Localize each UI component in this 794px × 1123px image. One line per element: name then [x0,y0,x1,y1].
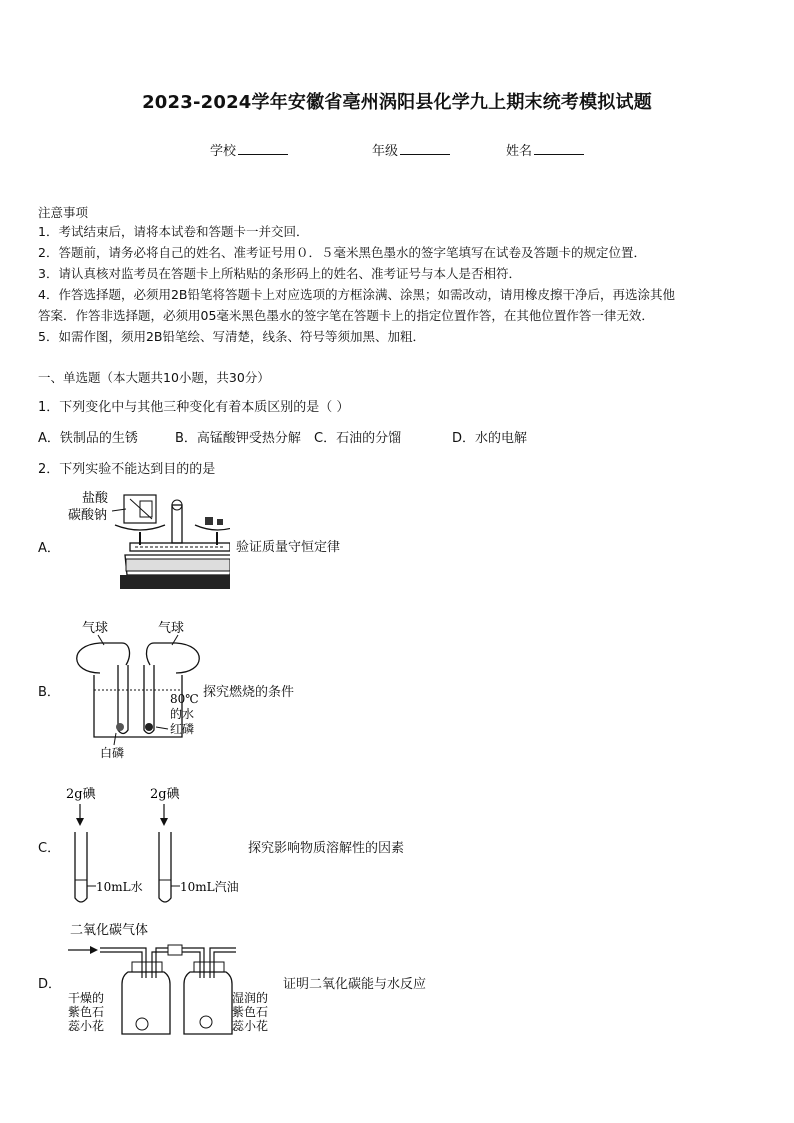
notes-heading: 注意事项 [38,205,89,220]
diagram-label: 的水 [170,707,195,721]
q2-option-a-letter: A． [38,541,60,556]
diagram-label: 2g碘 [66,787,96,802]
diagram-label: 湿润的 [232,991,269,1005]
diagram-label: 碳酸钠 [68,508,108,523]
diagram-label: 气球 [158,621,185,636]
diagram-label: 二氧化碳气体 [70,923,149,938]
school-label: 学校 [210,144,237,159]
q2-option-d-letter: D． [38,977,62,992]
diagram-label: 80℃ [170,692,199,706]
q2-option-d-desc: 证明二氧化碳能与水反应 [283,977,427,992]
diagram-label: 盐酸 [82,491,109,506]
diagram-label: 干燥的 [68,991,105,1005]
q1-option-d: D．水的电解 [452,431,528,446]
q1-option-c: C．石油的分馏 [314,431,402,446]
solubility-diagram [60,780,260,910]
grade-label: 年级 [372,144,399,159]
q2-option-c-letter: C． [38,841,61,856]
q1-stem: 1．下列变化中与其他三种变化有着本质区别的是（ ） [38,400,350,415]
section-heading: 一、单选题（本大题共10小题，共30分） [38,370,270,385]
diagram-label: 10mL水 [96,880,143,894]
page-title: 2023-2024学年安徽省亳州涡阳县化学九上期末统考模拟试题 [142,92,652,113]
diagram-label: 10mL汽油 [180,880,239,894]
q1-option-a: A．铁制品的生锈 [38,431,138,446]
q2-stem: 2．下列实验不能达到目的的是 [38,462,216,477]
diagram-label: 紫色石 [68,1005,105,1019]
name-label: 姓名 [506,144,533,159]
diagram-label: 红磷 [170,722,195,736]
diagram-label: 2g碘 [150,787,180,802]
q1-option-b: B．高锰酸钾受热分解 [175,431,301,446]
name-field [506,140,584,159]
q2-option-a-desc: 验证质量守恒定律 [236,540,341,555]
school-field [210,140,288,159]
note-item: 2．答题前，请务必将自己的姓名、准考证号用０．５毫米黑色墨水的签字笔填写在试卷及答题卡的规定位置． [38,245,646,260]
diagram-label: 白磷 [100,746,125,760]
q2-option-b-desc: 探究燃烧的条件 [203,685,295,700]
diagram-label: 蕊小花 [232,1019,269,1033]
q2-option-c-desc: 探究影响物质溶解性的因素 [248,841,405,856]
note-item: 答案．作答非选择题，必须用05毫米黑色墨水的签字笔在答题卡上的指定位置作答，在其他位置作答一律无效． [38,308,654,323]
balance-diagram [60,485,230,597]
school-blank [238,142,288,155]
q2-option-b-letter: B． [38,685,60,700]
grade-field [372,140,450,159]
co2-diagram [60,918,282,1040]
note-item: 4．作答选择题，必须用2B铅笔将答题卡上对应选项的方框涂满、涂黑；如需改动，请用橡皮擦干净后，再选涂其他 [38,287,675,302]
combustion-diagram [60,615,205,765]
grade-blank [400,142,450,155]
diagram-label: 蕊小花 [68,1019,105,1033]
note-item: 1．考试结束后，请将本试卷和答题卡一并交回． [38,224,309,239]
note-item: 3．请认真核对监考员在答题卡上所粘贴的条形码上的姓名、准考证号与本人是否相符． [38,266,521,281]
diagram-label: 紫色石 [232,1005,269,1019]
note-item: 5．如需作图，须用2B铅笔绘、写清楚，线条、符号等须加黑、加粗． [38,329,425,344]
diagram-label: 气球 [82,621,109,636]
name-blank [534,142,584,155]
